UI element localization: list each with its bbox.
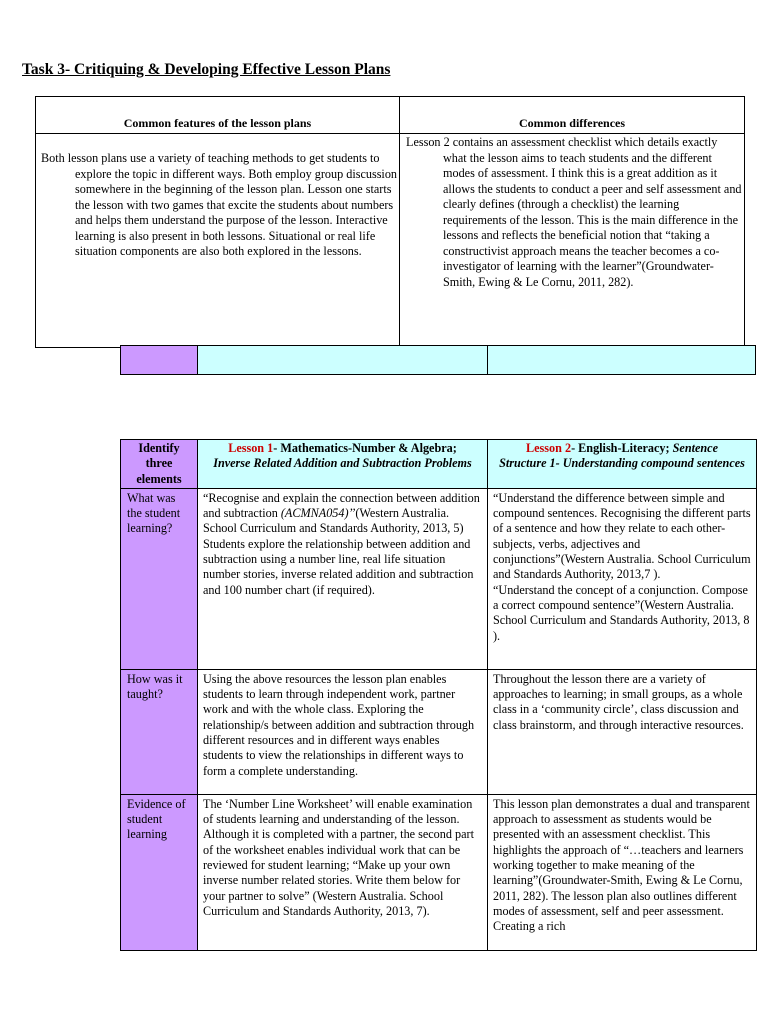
cyan-cell-2 (488, 346, 756, 375)
curriculum-code: (ACMNA054)’’ (280, 506, 356, 521)
common-features-text: Both lesson plans use a variety of teaching methods to get students to explore the topic in different ways. Both employ group discussion somewhere in the beginning of the lesson plan. Lesson one starts the lesson with two games that excite the students about numbers and helps them understand the purpose of the lesson. Interactive learning is also present in both lessons. Situational or real life situation components are also both explored in the lessons. (41, 151, 398, 258)
lesson2-learning-text-a: “Understand the difference between simple and compound sentences. Recognising the different parts of a sentence and how they relate to each other- subjects, verbs, adjectives and conjunctions”(Western Australia. School Curriculum and Standards Authority, 2013,7 ). (493, 490, 751, 582)
elements-table (120, 439, 757, 951)
lesson1-evidence-cell: The ‘Number Line Worksheet’ will enable examination of students learning and understanding of the lesson. Although it is completed with a partner, the second part of the worksheet enables individual work that can be reviewed for student learning; “Make up your own inverse number related stories. Write them below for your partner to solve” (Western Australia. School Curriculum and Standards Authority, 2013, 7). (198, 794, 488, 950)
lesson2-title-italic: Sentence (672, 441, 718, 455)
lesson2-title: - English-Literacy; (571, 441, 670, 455)
cyan-cell-1 (198, 346, 488, 375)
common-differences-cell (400, 134, 745, 348)
common-features-cell (36, 134, 400, 348)
common-differences-text: Lesson 2 contains an assessment checklist which details exactly what the lesson aims to teach students and the different modes of assessment. I think this is a great addition as it allows the students to conduct a peer and self assessment and clearly defines (through a checklist) the learning requirements of the lesson. This is the main difference in the lessons and reflects the beneficial notion that “taking a constructivist approach means the teacher becomes a co-investigator of learning with the learner”(Groundwater-Smith, Ewing & Le Cornu, 2011, 282). (406, 135, 742, 289)
lesson1-taught-cell: Using the above resources the lesson plan enables students to learn through independent work, partner work and with the whole class. Exploring the relationship/s between addition and subtraction through different resources and in different ways enables students to view the relationships in different ways to form a complete understanding. (198, 669, 488, 794)
comparison-table (35, 96, 745, 348)
common-differences-header: Common differences (400, 97, 745, 134)
lesson2-taught-cell: Throughout the lesson there are a variety of approaches to learning; in small groups, as a whole class in a ‘community circle’, class discussion and class brainstorm, and through interactive resources. (488, 669, 757, 794)
lesson2-evidence-cell: This lesson plan demonstrates a dual and transparent approach to assessment as students would be presented with an assessment checklist. This highlights the approach of “…teachers and learners working together to make meaning of the learning”(Groundwater-Smith, Ewing & Le Cornu, 2011, 282). The lesson plan also outlines different modes of assessment, self and peer assessment. Creating a rich (488, 794, 757, 950)
purple-cell (121, 346, 198, 375)
lesson1-subtitle: Inverse Related Addition and Subtraction Problems (213, 456, 472, 471)
common-features-header: Common features of the lesson plans (36, 97, 400, 134)
row-label-taught: How was it taught? (121, 669, 198, 794)
lesson2-label: Lesson 2 (526, 441, 572, 455)
row-label-evidence: Evidence of student learning (121, 794, 198, 950)
lesson2-learning-text-b: “Understand the concept of a conjunction. Compose a correct compound sentence”(Western Australia. School Curriculum and Standards Authority, 2013, 8 ). (493, 582, 750, 643)
lesson1-label: Lesson 1 (228, 441, 274, 455)
identify-elements-header: Identify three elements (121, 440, 198, 489)
lesson2-header (488, 440, 757, 489)
lesson1-learning-text-b: (Western Australia. School Curriculum and Standards Authority, 2013, 5) Students explore the relationship between addition and subtraction using a number line, real life situation number stories, inverse related addition and subtraction and 100 number chart (if required). (203, 506, 474, 597)
page-title: Task 3- Critiquing & Developing Effective Lesson Plans (22, 61, 391, 78)
lesson2-subtitle: Structure 1- Understanding compound sentences (499, 456, 745, 471)
color-bar-row (120, 345, 756, 375)
lesson1-learning-text-a: “Recognise and explain the connection between addition and subtraction (203, 490, 480, 521)
lesson1-title: - Mathematics-Number & Algebra; (273, 441, 457, 455)
lesson2-learning-cell (488, 488, 757, 669)
lesson1-header (198, 440, 488, 489)
row-label-learning: What was the student learning? (121, 488, 198, 669)
lesson1-learning-cell (198, 488, 488, 669)
